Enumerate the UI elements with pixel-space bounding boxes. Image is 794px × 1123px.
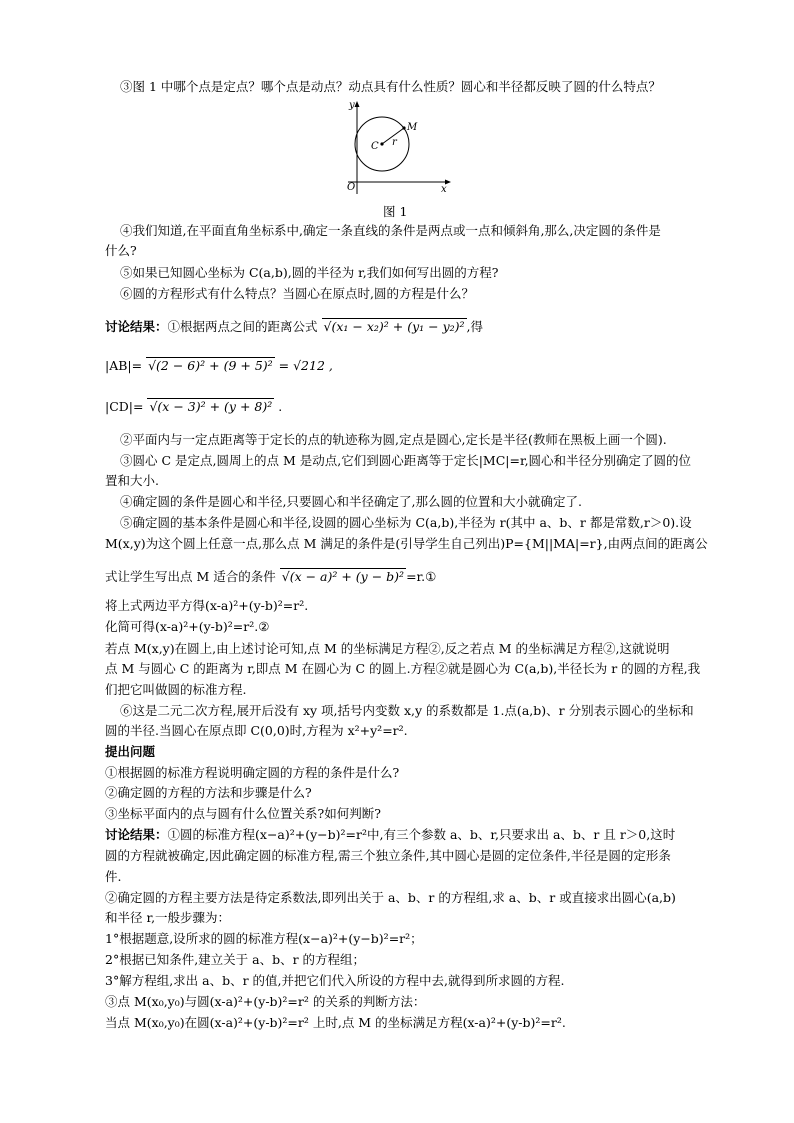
result-3: ③圆心 C 是定点,圆周上的点 M 是动点,它们到圆心距离等于定长|MC|=r,圆心和半径分别确定了圆的位 (120, 453, 692, 468)
cd-distance (105, 398, 725, 416)
result-3-cont: 置和大小. (105, 473, 159, 488)
problem-2: ②确定圆的方程的方法和步骤是什么? (105, 785, 312, 800)
y-axis-arrow (355, 101, 360, 107)
conclusion-3: 们把它叫做圆的标准方程. (105, 682, 247, 697)
cd-tail: . (274, 399, 283, 414)
result-6-cont: 圆的半径.当圆心在原点即 C(0,0)时,方程为 x²+y²=r². (105, 723, 408, 738)
method-3: ③点 M(x₀,y₀)与圆(x-a)²+(y-b)²=r² 的关系的判断方法： (105, 994, 426, 1009)
result-5: ⑤确定圆的基本条件是圆心和半径,设圆的圆心坐标为 C(a,b),半径为 r(其中 a、b、r 都是常数,r＞0).设 (120, 515, 692, 530)
method-3-case: 当点 M(x₀,y₀)在圆(x-a)²+(y-b)²=r² 上时,点 M 的坐标满足方程(x-a)²+(y-b)²=r². (105, 1015, 566, 1030)
discussion-tail: ,得 (466, 319, 484, 334)
label-o: O (347, 182, 356, 193)
label-c: C (371, 141, 379, 152)
ab-result: = √212 , (274, 358, 333, 373)
result-5-condition (105, 568, 725, 586)
square-step: 将上式两边平方得(x-a)²+(y-b)²=r². (105, 598, 309, 613)
question-3: ③图 1 中哪个点是定点？哪个点是动点？动点具有什么性质？圆心和半径都反映了圆的什么特点？ (120, 79, 661, 94)
label-m: M (407, 122, 418, 133)
discussion-2-cont: 圆的方程就被确定,因此确定圆的标准方程,需三个独立条件,其中圆心是圆的定位条件,半径是圆的定形条 (105, 848, 671, 863)
discussion-2-end: 件. (105, 869, 122, 884)
discussion-label-2: 讨论结果： (105, 827, 168, 842)
section-heading: 提出问题 (105, 744, 156, 759)
question-4: ④我们知道,在平面直角坐标系中,确定一条直线的条件是两点或一点和倾斜角,那么,决定圆的条件是 (120, 223, 661, 238)
result-5-cont: M(x,y)为这个圆上任意一点,那么点 M 满足的条件是(引导学生自己列出)P={M||MA|=r},由两点间的距离公 (105, 536, 708, 551)
discussion-text: ①根据两点之间的距离公式 (167, 319, 318, 334)
label-x: x (441, 184, 447, 195)
ab-distance (105, 357, 725, 375)
ab-formula: √(2 − 6)² + (9 + 5)² (148, 358, 273, 373)
question-5: ⑤如果已知圆心坐标为 C(a,b),圆的半径为 r,我们如何写出圆的方程? (120, 265, 499, 280)
conclusion-1: 若点 M(x,y)在圆上,由上述讨论可知,点 M 的坐标满足方程②,反之若点 M 的坐标满足方程②,这就说明 (105, 641, 670, 656)
ab-label: |AB|= (105, 358, 143, 373)
distance-formula: √(x₁ − x₂)² + (y₁ − y₂)² (323, 319, 465, 334)
figure-caption: 图 1 (383, 204, 408, 219)
result-4: ④确定圆的条件是圆心和半径,只要圆心和半径确定了,那么圆的位置和大小就确定了. (120, 494, 582, 509)
cd-formula: √(x − 3)² + (y + 8)² (149, 399, 273, 414)
conclusion-2: 点 M 与圆心 C 的距离为 r,即点 M 在圆心为 C 的圆上.方程②就是圆心为 C(a,b),半径长为 r 的圆的方程,我 (105, 661, 701, 676)
problem-3: ③坐标平面内的点与圆有什么位置关系?如何判断? (105, 806, 381, 821)
discussion-label: 讨论结果： (105, 319, 168, 334)
question-6: ⑥圆的方程形式有什么特点？当圆心在原点时,圆的方程是什么？ (120, 286, 474, 301)
step-2: 2°根据已知条件,建立关于 a、b、r 的方程组； (105, 952, 366, 967)
problem-1: ①根据圆的标准方程说明确定圆的方程的条件是什么? (105, 765, 400, 780)
discussion-result-2 (105, 826, 725, 844)
simplify-step: 化简可得(x-a)²+(y-b)²=r².② (105, 619, 270, 634)
method-2-cont: 和半径 r,一般步骤为： (105, 910, 231, 925)
condition-formula: √(x − a)² + (y − b)² (281, 569, 405, 584)
condition-text: 式让学生写出点 M 适合的条件 (105, 569, 276, 584)
point-m (402, 126, 405, 129)
question-4-cont: 什么? (105, 243, 137, 258)
discussion-result-1 (105, 318, 725, 336)
result-2: ②平面内与一定点距离等于定长的点的轨迹称为圆,定点是圆心,定长是半径(教师在黑板上画一个圆). (120, 432, 667, 447)
condition-tail: =r.① (406, 569, 437, 584)
result-6: ⑥这是二元二次方程,展开后没有 xy 项,括号内变数 x,y 的系数都是 1.点(a,b)、r 分别表示圆心的坐标和 (120, 703, 694, 718)
figure-circle-diagram (330, 98, 460, 198)
cd-label: |CD|= (105, 399, 144, 414)
method-2: ②确定圆的方程主要方法是待定系数法,即列出关于 a、b、r 的方程组,求 a、b、r 或直接求出圆心(a,b) (105, 890, 676, 905)
step-3: 3°解方程组,求出 a、b、r 的值,并把它们代入所设的方程中去,就得到所求圆的方程. (105, 973, 565, 988)
discussion-text-2: ①圆的标准方程(x−a)²+(y−b)²=r²中,有三个参数 a、b、r,只要求出 a、b、r 且 r＞0,这时 (167, 827, 676, 842)
step-1: 1°根据题意,设所求的圆的标准方程(x−a)²+(y−b)²=r²； (105, 931, 423, 946)
label-r: r (392, 137, 397, 148)
label-y: y (349, 100, 355, 111)
